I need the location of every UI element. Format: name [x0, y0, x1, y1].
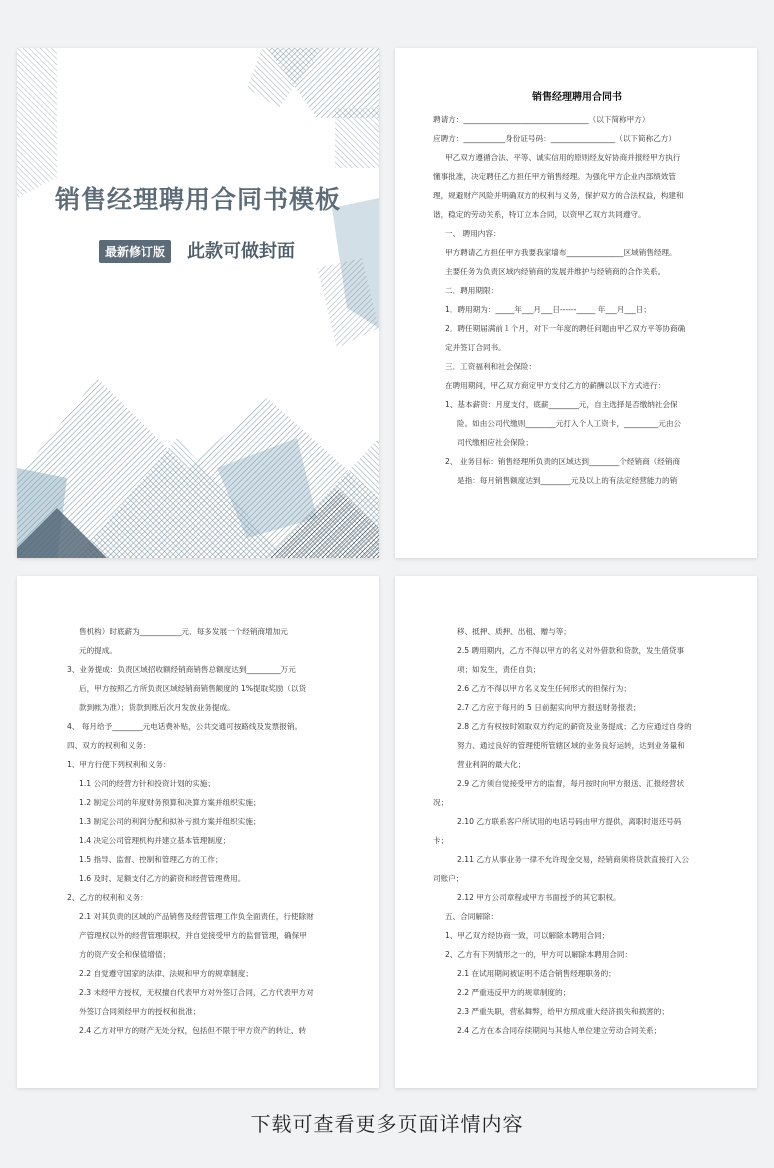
- text-line: 项；如发生，责任自负；: [457, 665, 541, 674]
- text-line: 后，甲方按照乙方所负责区域经销商销售额度的 1%提取奖励（以货: [79, 684, 307, 693]
- text-line: 3、业务提成：负责区域招收额经销商销售总额度达到_________万元: [67, 665, 296, 674]
- text-line: 1、甲乙双方经协商一致，可以解除本聘用合同；: [445, 931, 610, 940]
- text-line: 2.7 乙方应于每月的 5 日前据实向甲方报送财务报表；: [457, 703, 641, 712]
- text-line: 1、基本薪资：月度支付，底薪________元，自主选择是否缴纳社会保: [445, 400, 678, 409]
- text-line: 2.2 严重违反甲方的规章制度的；: [457, 988, 571, 997]
- text-line: 谐，稳定的劳动关系，特订立本合同，以资甲乙双方共同遵守。: [433, 210, 646, 219]
- text-line: 应聘方：___________身份证号码：_________________（以下简称乙方）: [433, 134, 676, 143]
- text-line: 一、 聘用内容：: [445, 229, 501, 238]
- text-line: 2.4 乙方在本合同存续期间与其他人单位建立劳动合同关系；: [457, 1026, 662, 1035]
- text-line: 2.5 聘用期内，乙方不得以甲方的名义对外借款和贷款，发生借贷事: [457, 646, 685, 655]
- text-line: 2.12 甲方公司章程或甲方书面授予的其它职权。: [457, 893, 621, 902]
- text-line: 懂事批准，决定聘任乙方担任甲方销售经理。为强化甲方企业内部绩效管: [433, 172, 676, 181]
- text-line: 4、 每月给予________元电话费补贴，公共交通可按路线及发票报销。: [67, 722, 303, 731]
- footer-note: 下载可查看更多页面详情内容: [250, 1112, 524, 1136]
- text-line: 1.1 公司的经营方针和投资计划的实施；: [79, 779, 215, 788]
- text-line: 1.4 决定公司管理机构并建立基本管理制度；: [79, 836, 231, 845]
- version-badge: 最新修订版: [99, 240, 171, 263]
- text-line: 在聘用期间，甲乙双方商定甲方支付乙方的薪酬以以下方式进行：: [445, 381, 666, 390]
- text-line: 努力、通过良好的管理使所管辖区域的业务良好运转，达到业务量和: [457, 741, 685, 750]
- text-lines: [433, 110, 721, 490]
- text-line: 是指：每月销售额度达到________元及以上的有法定经营能力的销: [457, 476, 678, 485]
- text-line: 聘请方：_________________________________（以下简称甲方）: [433, 115, 650, 124]
- text-line: 司账户；: [433, 874, 464, 883]
- text-lines: [433, 622, 721, 1040]
- text-line: 2、乙方的权利和义务：: [67, 893, 148, 902]
- text-line: 1.5 指导、监督、控制和管理乙方的工作；: [79, 855, 223, 864]
- text-line: 1.6 及时、足额支付乙方的薪资和经营管理费用。: [79, 874, 246, 883]
- page-text: [433, 88, 721, 490]
- text-line: 1.3 制定公司的利润分配和拟补亏损方案并组织实施；: [79, 817, 261, 826]
- text-line: 2.3 严重失职，营私舞弊，给甲方照成重大经济损失和损害的；: [457, 1007, 669, 1016]
- text-line: 1、甲方行使下列权利和义务：: [67, 760, 171, 769]
- text-line: 2.9 乙方须自觉接受甲方的监督，每月按时向甲方报送、汇报经营状: [457, 779, 685, 788]
- page-text: [55, 622, 343, 1040]
- text-line: 2.6 乙方不得以甲方名义发生任何形式的担保行为；: [457, 684, 631, 693]
- text-line: 营业利润的最大化；: [457, 760, 526, 769]
- text-line: 险。如由公司代缴则________元打入个人工资卡，_________元由公: [457, 419, 682, 428]
- text-line: 2、 业务目标：销售经理所负责的区域达到________个经销商（经销商: [445, 457, 681, 466]
- text-line: 方的资产安全和保值增值；: [79, 950, 171, 959]
- text-line: 主要任务为负责区域内经销商的发展并维护与经销商的合作关系。: [445, 267, 666, 276]
- text-line: 司代缴相应社会保险；: [457, 438, 533, 447]
- text-line: 售机构）时底薪为___________元．每多发展一个经销商增加元: [79, 627, 288, 636]
- text-line: 2.2 自觉遵守国家的法律、法规和甲方的规章制度；: [79, 969, 253, 978]
- text-line: 甲方聘请乙方担任甲方我要我家墙布_______________区域销售经理。: [445, 248, 677, 257]
- text-line: 2.1 对其负责的区域的产品销售及经营管理工作负全面责任，行使除财: [79, 912, 314, 921]
- text-lines: [55, 622, 343, 1040]
- text-line: 五、合同解除：: [445, 912, 499, 921]
- text-line: 甲乙双方遵循合法、平等、诚实信用的原则经友好协商并报经甲方执行: [445, 153, 681, 162]
- document-title: 销售经理聘用合同书: [532, 92, 622, 103]
- text-line: 1.2 制定公司的年度财务预算和决算方案并组织实施；: [79, 798, 261, 807]
- text-line: 2．聘任期届满前１个月，对下一年度的聘任问题由甲乙双方平等协商确: [445, 324, 686, 333]
- text-line: 移、抵押、质押、出租、赠与等；: [457, 627, 571, 636]
- text-line: 2、乙方有下列情形之一的，甲方可以解除本聘用合同：: [445, 950, 633, 959]
- text-line: 元的提成。: [79, 646, 117, 655]
- cover-page: [17, 48, 379, 558]
- text-line: 2.8 乙方有权按时领取双方约定的薪资及业务提成；乙方应通过自身的: [457, 722, 692, 731]
- text-line: 理，规避财产风险并明确双方的权利与义务，保护双方的合法权益，构建和: [433, 191, 684, 200]
- text-line: 况；: [433, 798, 449, 807]
- text-line: 卡；: [433, 836, 449, 845]
- text-line: 四、双方的权利和义务：: [67, 741, 151, 750]
- text-line: 2.10 乙方联系客户所试用的电话号码由甲方提供，离职时退还号码: [457, 817, 682, 826]
- text-line: 2.3 未经甲方授权，无权擅自代表甲方对外签订合同，乙方代表甲方对: [79, 988, 314, 997]
- text-line: 2.1 在试用期间被证明不适合销售经理职务的；: [457, 969, 616, 978]
- contract-page-2: [17, 576, 379, 1088]
- text-line: 2.4 乙方对甲方的财产无处分权，包括但不限于甲方资产的转让、转: [79, 1026, 307, 1035]
- text-line: 产管理权以外的经营管理职权，并自觉接受甲方的监督管理，确保甲: [79, 931, 307, 940]
- cover-geometric-pattern: [17, 48, 379, 558]
- text-line: 2.11 乙方从事业务一律不允许现金交易，经销商须将货款直接打入公: [457, 855, 689, 864]
- text-line: 三．工资福利和社会保险：: [445, 362, 537, 371]
- text-line: 1．聘用期为：_____年___月___日------_____ 年___月___日；: [445, 305, 651, 314]
- cover-title: 销售经理聘用合同书模板: [54, 185, 341, 214]
- contract-page-1: [395, 48, 757, 558]
- page-text: [433, 622, 721, 1040]
- text-line: 外签订合同须经甲方的授权和批准；: [79, 1007, 201, 1016]
- contract-page-3: [395, 576, 757, 1088]
- text-line: 款到帐为准）；货款到账后次月发放业务提成。: [79, 703, 235, 712]
- cover-subtitle: 此款可做封面: [187, 241, 295, 262]
- text-line: 二．聘用期限：: [445, 286, 499, 295]
- text-line: 定并签订合同书。: [445, 343, 506, 352]
